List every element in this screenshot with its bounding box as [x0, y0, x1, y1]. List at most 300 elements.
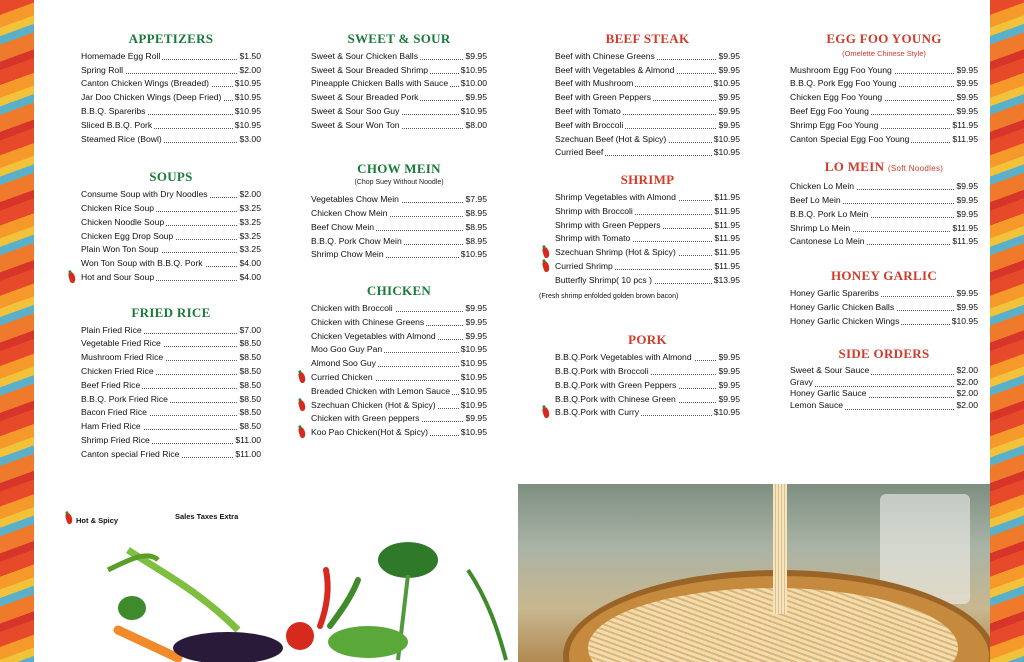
menu-item-price: $11.95 — [712, 260, 740, 274]
chili-pepper-icon — [298, 427, 307, 439]
menu-item-row — [311, 77, 487, 91]
menu-item-row — [790, 64, 978, 78]
chow-mein-list — [311, 193, 487, 262]
menu-item-name: Honey Garlic Sauce — [790, 388, 867, 399]
menu-item-row — [790, 400, 978, 412]
menu-item-name: Honey Garlic Chicken Balls — [790, 301, 895, 312]
menu-item-name: Canton special Fried Rice — [81, 448, 180, 459]
menu-item-row — [555, 406, 740, 420]
menu-item-price: $10.95 — [459, 105, 487, 119]
menu-item-name: Jar Doo Chicken Wings (Deep Fried) — [81, 92, 222, 103]
menu-item-row — [81, 202, 261, 216]
menu-item-price: $9.95 — [954, 194, 978, 208]
menu-item-row — [81, 406, 261, 420]
hot-spicy-legend — [66, 512, 118, 525]
menu-item-row — [555, 219, 740, 233]
menu-item-price: $10.95 — [712, 133, 740, 147]
section-title-pork: PORK — [628, 332, 667, 348]
menu-item-name: Won Ton Soup with B.B.Q. Pork — [81, 258, 203, 269]
menu-item-row — [555, 133, 740, 147]
menu-item-row — [790, 365, 978, 377]
menu-item-name: Bacon Fried Rice — [81, 407, 147, 418]
menu-item-name: Steamed Rice (Bowl) — [81, 133, 162, 144]
column-2 — [311, 32, 487, 440]
menu-item-name: Chicken Vegetables with Almond — [311, 330, 436, 341]
menu-item-name: Chicken Noodle Soup — [81, 216, 165, 227]
menu-item-row — [790, 105, 978, 119]
menu-item-price: $2.00 — [237, 64, 261, 78]
menu-item-price: $10.95 — [233, 91, 261, 105]
menu-item-name: Ham Fried Rice — [81, 421, 141, 432]
menu-item-price: $8.95 — [463, 221, 487, 235]
menu-item-row — [311, 357, 487, 371]
menu-item-price: $3.25 — [237, 202, 261, 216]
menu-page — [34, 0, 990, 662]
menu-item-price: $9.95 — [716, 351, 740, 365]
menu-item-row — [311, 221, 487, 235]
menu-item-row — [81, 50, 261, 64]
section-title-chow-mein: CHOW MEIN — [357, 160, 441, 176]
menu-item-row — [311, 412, 487, 426]
menu-item-price: $8.95 — [463, 207, 487, 221]
chili-pepper-icon — [542, 407, 551, 419]
menu-item-row — [790, 388, 978, 400]
shrimp-note: (Fresh shrimp enfolded golden brown bacon) — [539, 292, 679, 300]
menu-item-price: $10.95 — [459, 64, 487, 78]
menu-item-price: $8.50 — [237, 351, 261, 365]
menu-item-row — [311, 371, 487, 385]
menu-item-price: $9.95 — [716, 105, 740, 119]
menu-item-price: $9.95 — [716, 91, 740, 105]
menu-item-name: Beef with Vegetables & Almond — [555, 64, 675, 75]
menu-item-row — [555, 393, 740, 407]
menu-item-price: $3.25 — [237, 243, 261, 257]
menu-item-name: Curried Shrimp — [555, 260, 613, 271]
menu-item-price: $9.95 — [716, 64, 740, 78]
menu-item-row — [790, 377, 978, 389]
menu-item-price: $9.95 — [716, 50, 740, 64]
menu-item-row — [555, 260, 740, 274]
menu-item-name: Shrimp Egg Foo Young — [790, 119, 879, 130]
menu-item-price: $8.50 — [237, 393, 261, 407]
menu-item-name: Chicken with Green peppers — [311, 413, 420, 424]
lettuce — [328, 626, 408, 658]
menu-item-name: Shrimp Fried Rice — [81, 434, 150, 445]
menu-item-price: $9.95 — [463, 50, 487, 64]
menu-item-row — [555, 50, 740, 64]
menu-item-price: $11.95 — [950, 235, 978, 249]
menu-item-price: $9.95 — [954, 77, 978, 91]
menu-item-price: $4.00 — [237, 257, 261, 271]
menu-item-price: $10.95 — [712, 77, 740, 91]
menu-item-price: $2.00 — [237, 188, 261, 202]
menu-item-name: Curried Beef — [555, 147, 604, 158]
menu-item-price: $4.00 — [237, 271, 261, 285]
menu-item-price: $11.95 — [950, 119, 978, 133]
menu-item-name: Hot and Sour Soup — [81, 271, 155, 282]
menu-item-row — [790, 133, 978, 147]
menu-item-name: B.B.Q. Pork Fried Rice — [81, 393, 168, 404]
menu-item-row — [311, 399, 487, 413]
menu-item-price: $10.95 — [459, 357, 487, 371]
menu-item-row — [311, 426, 487, 440]
menu-item-name: Shrimp with Tomato — [555, 233, 631, 244]
menu-item-row — [790, 91, 978, 105]
chili-pepper-icon — [298, 399, 307, 411]
menu-item-price: $9.95 — [954, 105, 978, 119]
menu-item-name: Chicken with Broccoli — [311, 302, 393, 313]
menu-item-name: Plain Won Ton Soup — [81, 244, 159, 255]
menu-item-row — [311, 385, 487, 399]
menu-item-name: Pineapple Chicken Balls with Sauce — [311, 78, 449, 89]
menu-item-name: Vegetables Chow Mein — [311, 194, 399, 205]
menu-item-price: $10.95 — [459, 399, 487, 413]
menu-item-row — [311, 64, 487, 78]
menu-item-row — [81, 230, 261, 244]
menu-item-price: $11.95 — [712, 191, 740, 205]
menu-item-row — [81, 133, 261, 147]
menu-item-row — [790, 235, 978, 249]
menu-item-name: Chicken Rice Soup — [81, 202, 155, 213]
menu-item-name: B.B.Q.Pork with Chinese Green — [555, 393, 676, 404]
sweet-sour-list — [311, 50, 487, 133]
menu-item-price: $7.95 — [463, 193, 487, 207]
menu-item-name: Vegetable Fried Rice — [81, 338, 161, 349]
menu-item-name: Shrimp Lo Mein — [790, 222, 851, 233]
menu-item-row — [81, 271, 261, 285]
menu-item-row — [555, 246, 740, 260]
lo-mein-subtitle: (Soft Noodles) — [887, 164, 944, 174]
menu-item-price: $10.95 — [459, 248, 487, 262]
menu-item-row — [81, 257, 261, 271]
menu-item-price: $8.50 — [237, 337, 261, 351]
menu-item-name: Shrimp Vegetables with Almond — [555, 191, 676, 202]
menu-item-row — [81, 243, 261, 257]
menu-item-row — [790, 301, 978, 315]
menu-item-row — [81, 351, 261, 365]
menu-item-row — [790, 222, 978, 236]
menu-item-row — [81, 105, 261, 119]
menu-item-row — [311, 105, 487, 119]
menu-item-price: $11.95 — [950, 222, 978, 236]
menu-item-price: $9.95 — [463, 316, 487, 330]
menu-item-name: Sliced B.B.Q. Pork — [81, 119, 153, 130]
menu-item-row — [555, 205, 740, 219]
chili-pepper-icon — [65, 512, 74, 524]
noodle-strand — [773, 484, 787, 614]
appetizers-list — [81, 50, 261, 147]
egg-foo-young-subtitle: (Omelette Chinese Style) — [842, 48, 926, 58]
menu-item-row — [790, 180, 978, 194]
menu-item-price: $9.95 — [954, 91, 978, 105]
sales-tax-note: Sales Taxes Extra — [175, 512, 239, 521]
menu-item-row — [790, 315, 978, 329]
menu-item-price: $2.00 — [956, 388, 978, 399]
menu-item-price: $8.50 — [237, 420, 261, 434]
chicken-list — [311, 302, 487, 440]
menu-item-row — [555, 119, 740, 133]
menu-item-price: $8.50 — [237, 406, 261, 420]
menu-item-name: Gravy — [790, 376, 813, 387]
menu-item-price: $11.00 — [233, 434, 261, 448]
beef-steak-list — [555, 50, 740, 160]
menu-item-name: Szechuan Beef (Hot & Spicy) — [555, 133, 667, 144]
menu-item-row — [555, 105, 740, 119]
eggplant — [173, 632, 283, 662]
menu-item-row — [311, 235, 487, 249]
noodle-basket-photo — [518, 484, 990, 662]
menu-item-price: $9.95 — [954, 64, 978, 78]
menu-item-name: Beef with Mushroom — [555, 78, 634, 89]
menu-item-name: Moo Goo Guy Pan — [311, 344, 383, 355]
hot-spicy-label: Hot & Spicy — [76, 516, 119, 525]
red-chili — [320, 570, 328, 626]
menu-item-price: $2.00 — [956, 365, 978, 376]
menu-item-price: $11.95 — [712, 232, 740, 246]
menu-item-price: $3.25 — [237, 216, 261, 230]
menu-item-row — [555, 351, 740, 365]
menu-item-name: Plain Fried Rice — [81, 324, 142, 335]
menu-item-price: $9.95 — [954, 287, 978, 301]
chili-pepper-icon — [68, 271, 77, 283]
menu-item-price: $7.00 — [237, 324, 261, 338]
menu-item-row — [81, 420, 261, 434]
menu-item-row — [81, 379, 261, 393]
shrimp-list — [555, 191, 740, 288]
menu-item-price: $3.25 — [237, 230, 261, 244]
menu-item-row — [555, 379, 740, 393]
menu-item-price: $8.00 — [463, 119, 487, 133]
soups-list — [81, 188, 261, 285]
menu-item-price: $1.50 — [237, 50, 261, 64]
section-title-beef-steak: BEEF STEAK — [605, 31, 690, 46]
menu-item-price: $9.95 — [463, 302, 487, 316]
menu-item-name: Sweet & Sour Breaded Pork — [311, 92, 419, 103]
menu-item-row — [790, 194, 978, 208]
menu-item-row — [311, 119, 487, 133]
menu-item-row — [81, 188, 261, 202]
chili-pepper-icon — [298, 371, 307, 383]
menu-item-name: Shrimp Chow Mein — [311, 249, 384, 260]
menu-item-price: $9.95 — [716, 393, 740, 407]
chili-pepper-icon — [542, 247, 551, 259]
carrot — [118, 630, 178, 658]
menu-item-name: B.B.Q.Pork with Curry — [555, 407, 640, 418]
menu-item-name: Cantonese Lo Mein — [790, 236, 865, 247]
menu-item-price: $10.95 — [459, 343, 487, 357]
celery-stalk — [128, 550, 238, 630]
menu-item-row — [555, 365, 740, 379]
menu-item-price: $9.95 — [463, 330, 487, 344]
menu-item-row — [311, 207, 487, 221]
column-1 — [81, 32, 261, 462]
section-title-side-orders: SIDE ORDERS — [838, 346, 930, 362]
menu-item-row — [81, 91, 261, 105]
menu-item-name: Beef Chow Mein — [311, 221, 375, 232]
menu-item-name: Curried Chicken — [311, 371, 373, 382]
menu-item-name: Szechuan Shrimp (Hot & Spicy) — [555, 247, 676, 258]
menu-item-price: $9.95 — [463, 412, 487, 426]
menu-item-price: $10.95 — [712, 406, 740, 420]
menu-item-name: Consume Soup with Dry Noodles — [81, 189, 208, 200]
menu-item-name: B.B.Q. Spareribs — [81, 105, 146, 116]
menu-item-price: $9.95 — [716, 119, 740, 133]
menu-item-row — [555, 232, 740, 246]
menu-item-name: Beef with Green Peppers — [555, 92, 652, 103]
menu-item-price: $10.95 — [459, 426, 487, 440]
menu-item-name: Beef with Tomato — [555, 105, 621, 116]
menu-item-row — [311, 316, 487, 330]
menu-item-price: $10.95 — [459, 371, 487, 385]
section-title-sweet-sour: SWEET & SOUR — [347, 31, 451, 46]
menu-item-row — [311, 248, 487, 262]
menu-item-row — [81, 119, 261, 133]
menu-item-row — [311, 91, 487, 105]
menu-item-price: $11.95 — [712, 219, 740, 233]
menu-item-name: Canton Special Egg Foo Young — [790, 133, 910, 144]
menu-item-name: B.B.Q.Pork with Green Peppers — [555, 379, 677, 390]
menu-item-row — [81, 337, 261, 351]
menu-item-name: Beef Fried Rice — [81, 379, 141, 390]
menu-item-name: Honey Garlic Chicken Wings — [790, 315, 900, 326]
menu-item-row — [81, 393, 261, 407]
menu-item-row — [81, 77, 261, 91]
menu-item-row — [790, 208, 978, 222]
pork-list — [555, 351, 740, 420]
menu-item-name: Butterfly Shrimp( 10 pcs ) — [555, 274, 652, 285]
menu-item-name: Sweet & Sour Soo Guy — [311, 105, 400, 116]
menu-item-row — [311, 302, 487, 316]
menu-item-name: Breaded Chicken with Lemon Sauce — [311, 385, 451, 396]
decorative-border-left — [0, 0, 34, 662]
menu-item-name: Canton Chicken Wings (Breaded) — [81, 78, 210, 89]
menu-item-name: Chicken Chow Mein — [311, 207, 388, 218]
menu-item-name: Chicken Egg Foo Young — [790, 92, 883, 103]
menu-item-name: Beef with Chinese Greens — [555, 50, 655, 61]
menu-item-name: Mushroom Egg Foo Young — [790, 64, 892, 75]
menu-item-name: B.B.Q. Pork Chow Mein — [311, 235, 402, 246]
menu-item-price: $10.95 — [459, 385, 487, 399]
chili-pepper-icon — [542, 260, 551, 272]
menu-item-row — [81, 216, 261, 230]
menu-item-name: Honey Garlic Spareribs — [790, 287, 879, 298]
menu-item-name: B.B.Q. Pork Lo Mein — [790, 208, 869, 219]
section-title-appetizers: APPETIZERS — [128, 31, 214, 46]
section-title-honey-garlic: HONEY GARLIC — [830, 268, 938, 284]
menu-item-row — [555, 91, 740, 105]
egg-foo-young-list — [790, 64, 978, 147]
menu-item-name: Chicken Lo Mein — [790, 181, 855, 192]
menu-item-price: $10.95 — [233, 77, 261, 91]
menu-item-price: $9.95 — [716, 365, 740, 379]
menu-item-price: $9.95 — [954, 208, 978, 222]
menu-item-row — [790, 77, 978, 91]
chow-mein-subtitle: (Chop Suey Without Noodle) — [354, 179, 444, 187]
menu-item-row — [555, 77, 740, 91]
menu-item-row — [555, 146, 740, 160]
lo-mein-title: LO MEIN — [824, 159, 885, 175]
menu-item-price: $13.95 — [712, 274, 740, 288]
menu-item-row — [790, 287, 978, 301]
herb-bunch — [378, 542, 438, 578]
menu-item-price: $11.95 — [950, 133, 978, 147]
menu-item-price: $9.95 — [954, 301, 978, 315]
menu-item-price: $10.95 — [233, 105, 261, 119]
menu-item-row — [311, 330, 487, 344]
menu-item-row — [81, 324, 261, 338]
menu-item-row — [81, 434, 261, 448]
menu-item-name: Beef with Broccoli — [555, 119, 624, 130]
honey-garlic-list — [790, 287, 978, 328]
menu-item-name: Sweet & Sour Breaded Shrimp — [311, 64, 429, 75]
section-title-chicken: CHICKEN — [366, 283, 432, 299]
column-4 — [790, 32, 978, 411]
menu-item-price: $11.95 — [712, 246, 740, 260]
menu-item-name: Chicken with Chinese Greens — [311, 316, 425, 327]
menu-item-row — [555, 64, 740, 78]
menu-item-name: Spring Roll — [81, 64, 124, 75]
menu-item-row — [311, 343, 487, 357]
menu-item-price: $2.00 — [956, 376, 978, 387]
menu-item-price: $10.00 — [459, 77, 487, 91]
menu-item-row — [311, 193, 487, 207]
menu-item-price: $10.95 — [233, 119, 261, 133]
lo-mein-list — [790, 180, 978, 249]
vegetables-illustration — [68, 530, 508, 662]
menu-item-name: Sweet & Sour Won Ton — [311, 119, 400, 130]
fried-rice-list — [81, 324, 261, 462]
menu-item-price: $8.50 — [237, 365, 261, 379]
menu-item-price: $9.95 — [716, 379, 740, 393]
menu-item-price: $10.95 — [712, 146, 740, 160]
menu-item-name: Chicken Fried Rice — [81, 365, 154, 376]
menu-item-name: B.B.Q.Pork with Broccoli — [555, 365, 649, 376]
column-3 — [539, 31, 740, 420]
section-title-soups: SOUPS — [149, 169, 193, 185]
menu-item-price: $8.50 — [237, 379, 261, 393]
decorative-border-right — [990, 0, 1024, 662]
menu-item-price: $3.00 — [237, 133, 261, 147]
menu-item-name: Beef Egg Foo Young — [790, 105, 869, 116]
side-orders-list — [790, 365, 978, 411]
menu-item-name: Koo Pao Chicken(Hot & Spicy) — [311, 427, 429, 438]
broccoli-floret — [118, 596, 146, 620]
menu-item-name: B.B.Q. Pork Egg Foo Young — [790, 78, 897, 89]
menu-item-name: Almond Soo Guy — [311, 358, 376, 369]
menu-item-price: $11.95 — [712, 205, 740, 219]
menu-item-row — [81, 365, 261, 379]
menu-item-price: $10.95 — [950, 315, 978, 329]
green-onion — [468, 570, 506, 660]
section-title-shrimp: SHRIMP — [620, 172, 675, 188]
menu-item-price: $2.00 — [956, 399, 978, 410]
menu-item-row — [311, 50, 487, 64]
menu-item-row — [81, 64, 261, 78]
menu-item-row — [81, 448, 261, 462]
menu-item-name: Beef Lo Mein — [790, 194, 841, 205]
menu-item-row — [790, 119, 978, 133]
menu-item-price: $9.95 — [463, 91, 487, 105]
menu-item-name: Shrimp with Green Peppers — [555, 219, 661, 230]
menu-item-name: Lemon Sauce — [790, 399, 844, 410]
menu-item-name: Sweet & Sour Sauce — [790, 365, 870, 376]
menu-item-name: Shrimp with Broccoli — [555, 205, 633, 216]
section-title-lo-mein — [790, 160, 978, 176]
menu-item-name: B.B.Q.Pork Vegetables with Almond — [555, 352, 692, 363]
section-title-egg-foo-young: EGG FOO YOUNG — [826, 31, 942, 46]
menu-item-row — [555, 191, 740, 205]
menu-item-name: Szechuan Chicken (Hot & Spicy) — [311, 399, 436, 410]
